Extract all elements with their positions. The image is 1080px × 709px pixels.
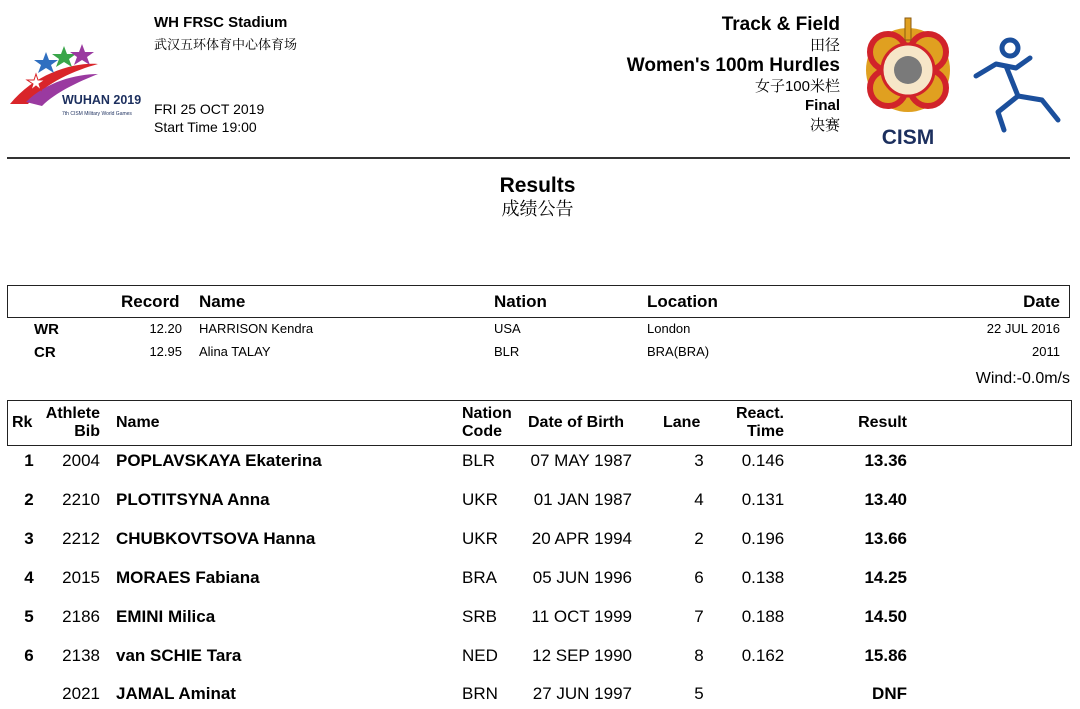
row-lane: 6 <box>694 568 704 587</box>
phase-name-zh: 决赛 <box>809 117 840 134</box>
row-result: 13.66 <box>864 529 907 548</box>
row-result: DNF <box>872 684 907 703</box>
row-name: PLOTITSYNA Anna <box>116 490 270 509</box>
header-divider <box>7 157 1070 159</box>
row-nation: SRB <box>462 607 497 626</box>
records-col-name: Name <box>199 292 246 311</box>
record-date: 2011 <box>1032 344 1060 359</box>
records-col-location: Location <box>647 292 718 311</box>
row-name: CHUBKOVTSOVA Hanna <box>116 529 316 548</box>
event-datetime <box>154 100 264 136</box>
row-rank: 1 <box>24 451 34 470</box>
record-code: CR <box>34 344 56 361</box>
results-col-nation <box>462 405 512 441</box>
row-name: JAMAL Aminat <box>116 684 236 703</box>
record-nation: USA <box>494 321 521 336</box>
record-value: 12.20 <box>149 321 182 336</box>
row-bib: 2138 <box>62 646 100 665</box>
row-nation: BRA <box>462 568 497 587</box>
record-value: 12.95 <box>149 344 182 359</box>
row-rank: 4 <box>24 568 34 587</box>
venue-block <box>154 14 297 53</box>
sport-name: Track & Field <box>721 14 840 35</box>
row-lane: 4 <box>694 490 704 509</box>
row-bib: 2212 <box>62 529 100 548</box>
sport-name-zh: 田径 <box>809 37 840 54</box>
records-col-record: Record <box>121 292 180 311</box>
results-col-nation-line1: Nation <box>462 405 512 422</box>
row-result: 14.25 <box>864 568 907 587</box>
record-holder: Alina TALAY <box>199 344 271 359</box>
row-react: 0.162 <box>741 646 785 665</box>
row-bib: 2186 <box>62 607 100 626</box>
results-col-lane: Lane <box>663 414 701 431</box>
cism-label: CISM <box>881 126 935 149</box>
venue-name-zh: 武汉五环体育中心体育场 <box>154 37 298 52</box>
row-bib: 2210 <box>62 490 100 509</box>
hurdles-pictogram-icon <box>970 34 1070 134</box>
row-bib: 2021 <box>62 684 100 703</box>
row-rank: 2 <box>24 490 34 509</box>
row-react: 0.131 <box>741 490 785 509</box>
logo-text: WUHAN 2019 <box>62 93 142 107</box>
wind-reading: Wind:-0.0m/s <box>975 370 1070 387</box>
row-nation: NED <box>462 646 498 665</box>
results-col-bib-line1: Athlete <box>45 405 100 422</box>
results-col-name: Name <box>116 414 160 431</box>
row-lane: 3 <box>694 451 704 470</box>
row-result: 15.86 <box>864 646 907 665</box>
cism-logo <box>858 12 958 152</box>
row-dob: 20 APR 1994 <box>531 529 632 548</box>
row-lane: 2 <box>694 529 704 548</box>
row-react: 0.138 <box>741 568 785 587</box>
row-result: 13.40 <box>864 490 907 509</box>
row-rank: 3 <box>24 529 34 548</box>
title-zh: 成绩公告 <box>501 199 574 219</box>
record-holder: HARRISON Kendra <box>199 321 314 336</box>
row-name: EMINI Milica <box>116 607 216 626</box>
row-rank: 6 <box>24 646 34 665</box>
wuhan-2019-logo <box>6 12 146 132</box>
records-col-date: Date <box>1023 292 1060 311</box>
record-date: 22 JUL 2016 <box>986 321 1060 336</box>
row-dob: 01 JAN 1987 <box>533 490 632 509</box>
row-result: 13.36 <box>864 451 907 470</box>
results-col-react-line2: Time <box>746 423 784 440</box>
record-location: London <box>647 321 691 336</box>
start-time: Start Time 19:00 <box>154 119 257 135</box>
page-title <box>0 174 1075 220</box>
results-col-nation-line2: Code <box>462 423 502 440</box>
results-col-result: Result <box>858 414 907 431</box>
row-dob: 27 JUN 1997 <box>532 684 632 703</box>
row-bib: 2004 <box>62 451 100 470</box>
logo-subtext: 7th CISM Military World Games <box>62 111 132 117</box>
row-dob: 11 OCT 1999 <box>531 607 632 626</box>
row-rank: 5 <box>24 607 34 626</box>
results-col-bib <box>38 405 100 441</box>
records-col-nation: Nation <box>494 292 547 311</box>
row-name: van SCHIE Tara <box>116 646 242 665</box>
row-dob: 07 MAY 1987 <box>530 451 632 470</box>
results-col-rank: Rk <box>12 414 33 431</box>
record-nation: BLR <box>494 344 520 359</box>
event-name: Women's 100m Hurdles <box>626 55 840 76</box>
venue-name: WH FRSC Stadium <box>154 14 288 31</box>
row-bib: 2015 <box>62 568 100 587</box>
row-react: 0.188 <box>741 607 785 626</box>
results-col-react <box>720 405 784 441</box>
row-name: POPLAVSKAYA Ekaterina <box>116 451 322 470</box>
event-block <box>627 14 840 135</box>
row-nation: BLR <box>462 451 496 470</box>
row-nation: UKR <box>462 529 498 548</box>
row-lane: 7 <box>694 607 704 626</box>
results-col-dob: Date of Birth <box>528 414 624 431</box>
row-result: 14.50 <box>864 607 907 626</box>
phase-name: Final <box>804 97 840 114</box>
row-nation: BRN <box>462 684 498 703</box>
record-location: BRA(BRA) <box>647 344 710 359</box>
row-lane: 8 <box>694 646 704 665</box>
row-react: 0.146 <box>741 451 785 470</box>
results-col-react-line1: React. <box>735 405 784 422</box>
row-dob: 05 JUN 1996 <box>532 568 632 587</box>
row-react: 0.196 <box>741 529 785 548</box>
row-dob: 12 SEP 1990 <box>532 646 632 665</box>
record-code: WR <box>34 321 59 338</box>
event-name-zh: 女子100米栏 <box>754 78 840 95</box>
results-col-bib-line2: Bib <box>74 423 100 440</box>
title-en: Results <box>499 174 576 197</box>
row-nation: UKR <box>462 490 498 509</box>
row-name: MORAES Fabiana <box>116 568 260 587</box>
event-date: FRI 25 OCT 2019 <box>154 101 265 117</box>
row-lane: 5 <box>694 684 704 703</box>
